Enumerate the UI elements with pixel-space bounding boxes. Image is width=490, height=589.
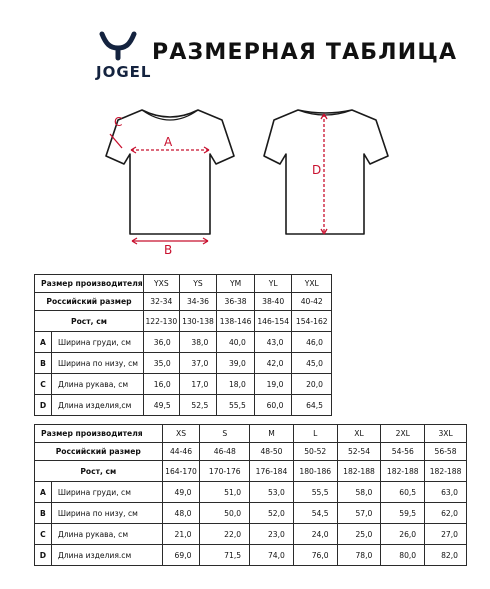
- table-cell: 78,0: [337, 545, 381, 566]
- row-label: Длина изделия.см: [51, 545, 162, 566]
- table-row: [35, 461, 467, 482]
- table-cell: 52,0: [250, 503, 294, 524]
- table-cell: 59,5: [381, 503, 425, 524]
- table-row: [35, 425, 467, 443]
- table-cell: 42,0: [254, 353, 292, 374]
- brand-name: JOGEL: [96, 63, 152, 81]
- table-cell: 22,0: [200, 524, 250, 545]
- dimension-d-label: D: [312, 163, 322, 177]
- table-cell: 21,0: [162, 524, 200, 545]
- table-cell: 48-50: [250, 443, 294, 461]
- dimension-c-label: C: [114, 115, 123, 129]
- table-cell: 50,0: [200, 503, 250, 524]
- row-letter: B: [35, 353, 52, 374]
- row-label: Длина рукава, см: [51, 524, 162, 545]
- table-cell: 182-188: [425, 461, 467, 482]
- height-label: Рост, см: [35, 461, 163, 482]
- table-cell: 146-154: [254, 311, 292, 332]
- table-cell: L: [293, 425, 337, 443]
- row-letter: D: [35, 545, 52, 566]
- row-letter: D: [35, 395, 52, 416]
- table-cell: 49,0: [162, 482, 200, 503]
- table-row: [35, 353, 332, 374]
- table-cell: 80,0: [381, 545, 425, 566]
- table-cell: YS: [179, 275, 217, 293]
- table-cell: YXL: [292, 275, 332, 293]
- table-row: [35, 332, 332, 353]
- table-cell: 170-176: [200, 461, 250, 482]
- row-label: Ширина груди, см: [51, 482, 162, 503]
- table-cell: 34-36: [179, 293, 217, 311]
- table-cell: 60,0: [254, 395, 292, 416]
- table-cell: 36-38: [217, 293, 255, 311]
- table-cell: 38,0: [179, 332, 217, 353]
- table-cell: 180-186: [293, 461, 337, 482]
- table-row: [35, 311, 332, 332]
- table-cell: YXS: [143, 275, 179, 293]
- table-cell: 52-54: [337, 443, 381, 461]
- table-cell: 27,0: [425, 524, 467, 545]
- table-cell: 182-188: [381, 461, 425, 482]
- table-cell: 56-58: [425, 443, 467, 461]
- russian-size-label: Российский размер: [35, 293, 144, 311]
- table-cell: 154-162: [292, 311, 332, 332]
- table-cell: 138-146: [217, 311, 255, 332]
- table-cell: 122-130: [143, 311, 179, 332]
- table-cell: 46,0: [292, 332, 332, 353]
- dimension-a-label: A: [164, 135, 173, 149]
- table-cell: 36,0: [143, 332, 179, 353]
- table-cell: YL: [254, 275, 292, 293]
- table-cell: 130-138: [179, 311, 217, 332]
- table-cell: 38-40: [254, 293, 292, 311]
- shirt-back-diagram: [262, 104, 392, 244]
- shirt-front-diagram: [100, 104, 240, 257]
- table-row: [35, 524, 467, 545]
- row-label: Ширина по низу, см: [51, 353, 143, 374]
- table-cell: 43,0: [254, 332, 292, 353]
- size-table-adult: [34, 424, 467, 566]
- table-cell: 49,5: [143, 395, 179, 416]
- row-label: Ширина по низу, см: [51, 503, 162, 524]
- table-cell: 39,0: [217, 353, 255, 374]
- table-cell: XL: [337, 425, 381, 443]
- row-label: Длина рукава, см: [51, 374, 143, 395]
- table-cell: 53,0: [250, 482, 294, 503]
- table-cell: 40,0: [217, 332, 255, 353]
- table-row: [35, 395, 332, 416]
- table-row: [35, 503, 467, 524]
- brand-logo: [88, 30, 148, 90]
- russian-size-label: Российский размер: [35, 443, 163, 461]
- table-cell: 64,5: [292, 395, 332, 416]
- table-cell: 37,0: [179, 353, 217, 374]
- table-cell: 58,0: [337, 482, 381, 503]
- row-label: Длина изделия,см: [51, 395, 143, 416]
- table-cell: 50-52: [293, 443, 337, 461]
- table-cell: 76,0: [293, 545, 337, 566]
- table-cell: 20,0: [292, 374, 332, 395]
- table-cell: 46-48: [200, 443, 250, 461]
- table-row: [35, 482, 467, 503]
- table-cell: 55,5: [293, 482, 337, 503]
- table-cell: 62,0: [425, 503, 467, 524]
- table-cell: 48,0: [162, 503, 200, 524]
- table-cell: S: [200, 425, 250, 443]
- table-cell: 18,0: [217, 374, 255, 395]
- table-cell: 182-188: [337, 461, 381, 482]
- table-cell: 2XL: [381, 425, 425, 443]
- table-cell: 32-34: [143, 293, 179, 311]
- table-row: [35, 545, 467, 566]
- height-label: Рост, см: [35, 311, 144, 332]
- table-cell: 40-42: [292, 293, 332, 311]
- table-cell: 69,0: [162, 545, 200, 566]
- table-cell: YM: [217, 275, 255, 293]
- row-letter: C: [35, 524, 52, 545]
- dimension-b-label: B: [164, 243, 173, 257]
- table-cell: XS: [162, 425, 200, 443]
- table-cell: 51,0: [200, 482, 250, 503]
- table-row: [35, 293, 332, 311]
- table-cell: 3XL: [425, 425, 467, 443]
- table-cell: M: [250, 425, 294, 443]
- table-cell: 44-46: [162, 443, 200, 461]
- table-cell: 176-184: [250, 461, 294, 482]
- table-cell: 54-56: [381, 443, 425, 461]
- row-letter: A: [35, 332, 52, 353]
- row-letter: C: [35, 374, 52, 395]
- table-cell: 71,5: [200, 545, 250, 566]
- table-cell: 16,0: [143, 374, 179, 395]
- page-title: РАЗМЕРНАЯ ТАБЛИЦА: [152, 40, 458, 65]
- table-cell: 26,0: [381, 524, 425, 545]
- table-cell: 23,0: [250, 524, 294, 545]
- table-row: [35, 374, 332, 395]
- manufacturer-size-label: Размер производителя: [35, 425, 163, 443]
- table-cell: 57,0: [337, 503, 381, 524]
- table-cell: 19,0: [254, 374, 292, 395]
- table-cell: 74,0: [250, 545, 294, 566]
- table-cell: 24,0: [293, 524, 337, 545]
- table-cell: 60,5: [381, 482, 425, 503]
- table-cell: 82,0: [425, 545, 467, 566]
- table-cell: 52,5: [179, 395, 217, 416]
- table-cell: 55,5: [217, 395, 255, 416]
- table-cell: 54,5: [293, 503, 337, 524]
- table-cell: 63,0: [425, 482, 467, 503]
- table-row: [35, 443, 467, 461]
- table-cell: 35,0: [143, 353, 179, 374]
- table-cell: 17,0: [179, 374, 217, 395]
- table-cell: 45,0: [292, 353, 332, 374]
- manufacturer-size-label: Размер производителя: [35, 275, 144, 293]
- row-label: Ширина груди, см: [51, 332, 143, 353]
- table-row: [35, 275, 332, 293]
- jogel-emblem-icon: [88, 30, 148, 66]
- table-cell: 25,0: [337, 524, 381, 545]
- table-cell: 164-170: [162, 461, 200, 482]
- row-letter: A: [35, 482, 52, 503]
- row-letter: B: [35, 503, 52, 524]
- size-table-youth: [34, 274, 332, 416]
